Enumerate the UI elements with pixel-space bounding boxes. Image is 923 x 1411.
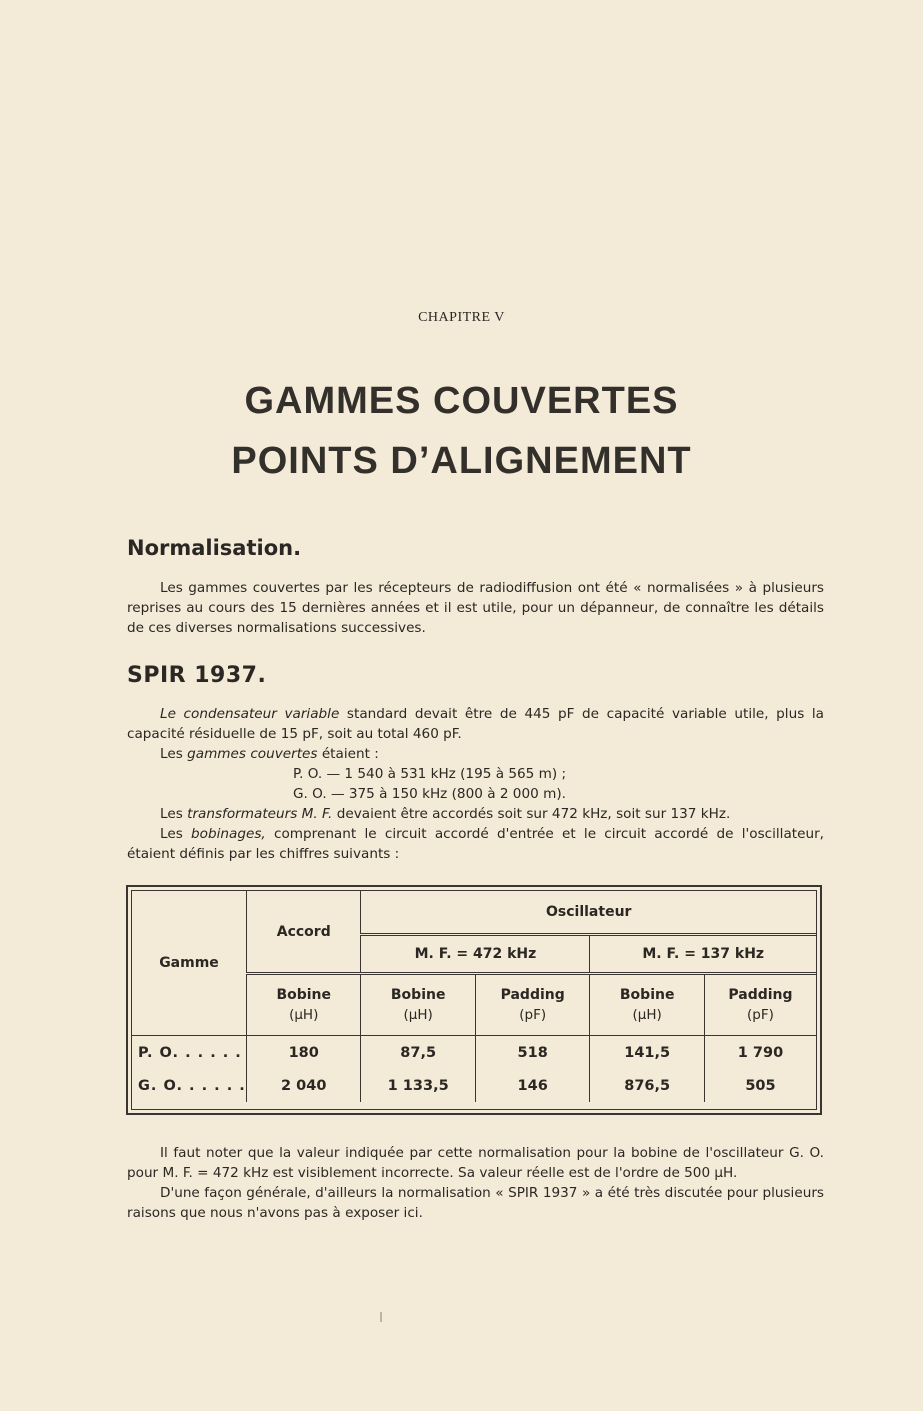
paragraph-transformateurs	[127, 804, 824, 824]
unit-pf: (pF)	[747, 1007, 774, 1023]
paragraph-text: Les	[160, 826, 192, 842]
range-go: G. O. — 375 à 150 kHz (800 à 2 000 m).	[293, 786, 566, 802]
header-osc472-bobine	[361, 974, 475, 1036]
cell-go-padding-137: 505	[704, 1069, 816, 1102]
row-label-go: G. O. . . . . .	[138, 1077, 246, 1094]
paragraph-normalisation	[127, 578, 824, 638]
padding-label: Padding	[728, 987, 793, 1003]
paragraph-text: Les	[160, 746, 188, 762]
unit-uh: (μH)	[403, 1007, 433, 1023]
header-accord-label: Accord	[276, 923, 331, 940]
paragraph-text: étaient :	[317, 746, 379, 762]
range-po: P. O. — 1 540 à 531 kHz (195 à 565 m) ;	[293, 766, 567, 782]
cell-go-bobine-137: 876,5	[590, 1069, 704, 1102]
cell-go-bobine-472: 1 133,5	[361, 1069, 475, 1102]
unit-pf: (pF)	[519, 1007, 547, 1023]
bobine-label: Bobine	[390, 987, 446, 1003]
paragraph-text: Les gammes couvertes par les récepteurs de radiodiffusion ont été « normalisées » à plusieurs reprises au cours des 15 dernières années et il est utile, pour un dépanneur, de connaître les détails de ces diverses normalisations successives.	[127, 580, 824, 636]
header-gamme	[132, 891, 247, 1036]
page-mark	[380, 1312, 382, 1322]
coil-table-grid	[132, 891, 816, 1102]
page-title-line1: GAMMES COUVERTES	[244, 380, 679, 422]
header-oscillateur: Oscillateur	[361, 891, 816, 935]
header-mf-137: M. F. = 137 kHz	[590, 935, 816, 974]
paragraph-spir	[127, 704, 824, 864]
header-osc137-bobine	[590, 974, 704, 1036]
italic-term: Le condensateur variable	[160, 706, 340, 722]
unit-uh: (μH)	[289, 1007, 319, 1023]
coil-table	[126, 885, 822, 1115]
closing-note: Il faut noter que la valeur indiquée par cette normalisation pour la bobine de l'oscillateur G. O. pour M. F. = 472 kHz est visiblement incorrecte. Sa valeur réelle est de l'ordre de 500 μH.	[127, 1145, 824, 1181]
header-mf-472: M. F. = 472 kHz	[361, 935, 590, 974]
paragraph-text: devaient être accordés soit sur 472 kHz, soit sur 137 kHz.	[332, 806, 731, 822]
page-title-line2: POINTS D’ALIGNEMENT	[231, 440, 692, 482]
header-osc137-padding	[704, 974, 816, 1036]
unit-uh: (μH)	[632, 1007, 662, 1023]
row-label-po: P. O. . . . . .	[138, 1044, 242, 1061]
paragraph-gammes	[127, 744, 824, 764]
cell-po-padding-472: 518	[475, 1036, 590, 1070]
cell-po-padding-137: 1 790	[704, 1036, 816, 1070]
paragraph-text: Les	[160, 806, 188, 822]
section-heading-normalisation: Normalisation.	[127, 536, 302, 560]
italic-term: bobinages,	[191, 826, 266, 842]
header-accord	[247, 891, 361, 974]
header-osc472-padding	[475, 974, 590, 1036]
padding-label: Padding	[500, 987, 565, 1003]
paragraph-condensateur	[127, 704, 824, 744]
bobine-label: Bobine	[619, 987, 675, 1003]
header-gamme-label: Gamme	[159, 955, 219, 971]
cell-po-bobine-137: 141,5	[590, 1036, 704, 1070]
coil-table-inner	[131, 890, 817, 1110]
paragraph-text: comprenant le circuit accordé d'entrée et le circuit accordé de l'oscillateur, étaient définis par les chiffres suivants :	[127, 826, 824, 862]
closing-remark: D'une façon générale, d'ailleurs la normalisation « SPIR 1937 » a été très discutée pour plusieurs raisons que nous n'avons pas à exposer ici.	[127, 1185, 824, 1221]
cell-po-bobine-472: 87,5	[361, 1036, 475, 1070]
paragraph-bobinages	[127, 824, 824, 864]
bobine-label: Bobine	[276, 987, 332, 1003]
italic-term: gammes couvertes	[187, 746, 318, 762]
header-accord-bobine	[247, 974, 361, 1036]
italic-term: transformateurs M. F.	[187, 806, 333, 822]
section-heading-spir: SPIR 1937.	[127, 663, 267, 688]
paragraph-text: standard devait être de 445 pF de capacité variable utile, plus la capacité résiduelle de 15 pF, soit au total 460 pF.	[127, 706, 824, 742]
cell-go-accord: 2 040	[247, 1069, 361, 1102]
closing-paragraphs	[127, 1143, 824, 1223]
cell-po-accord: 180	[247, 1036, 361, 1070]
cell-go-padding-472: 146	[475, 1069, 590, 1102]
chapter-label: CHAPITRE V	[418, 310, 505, 325]
